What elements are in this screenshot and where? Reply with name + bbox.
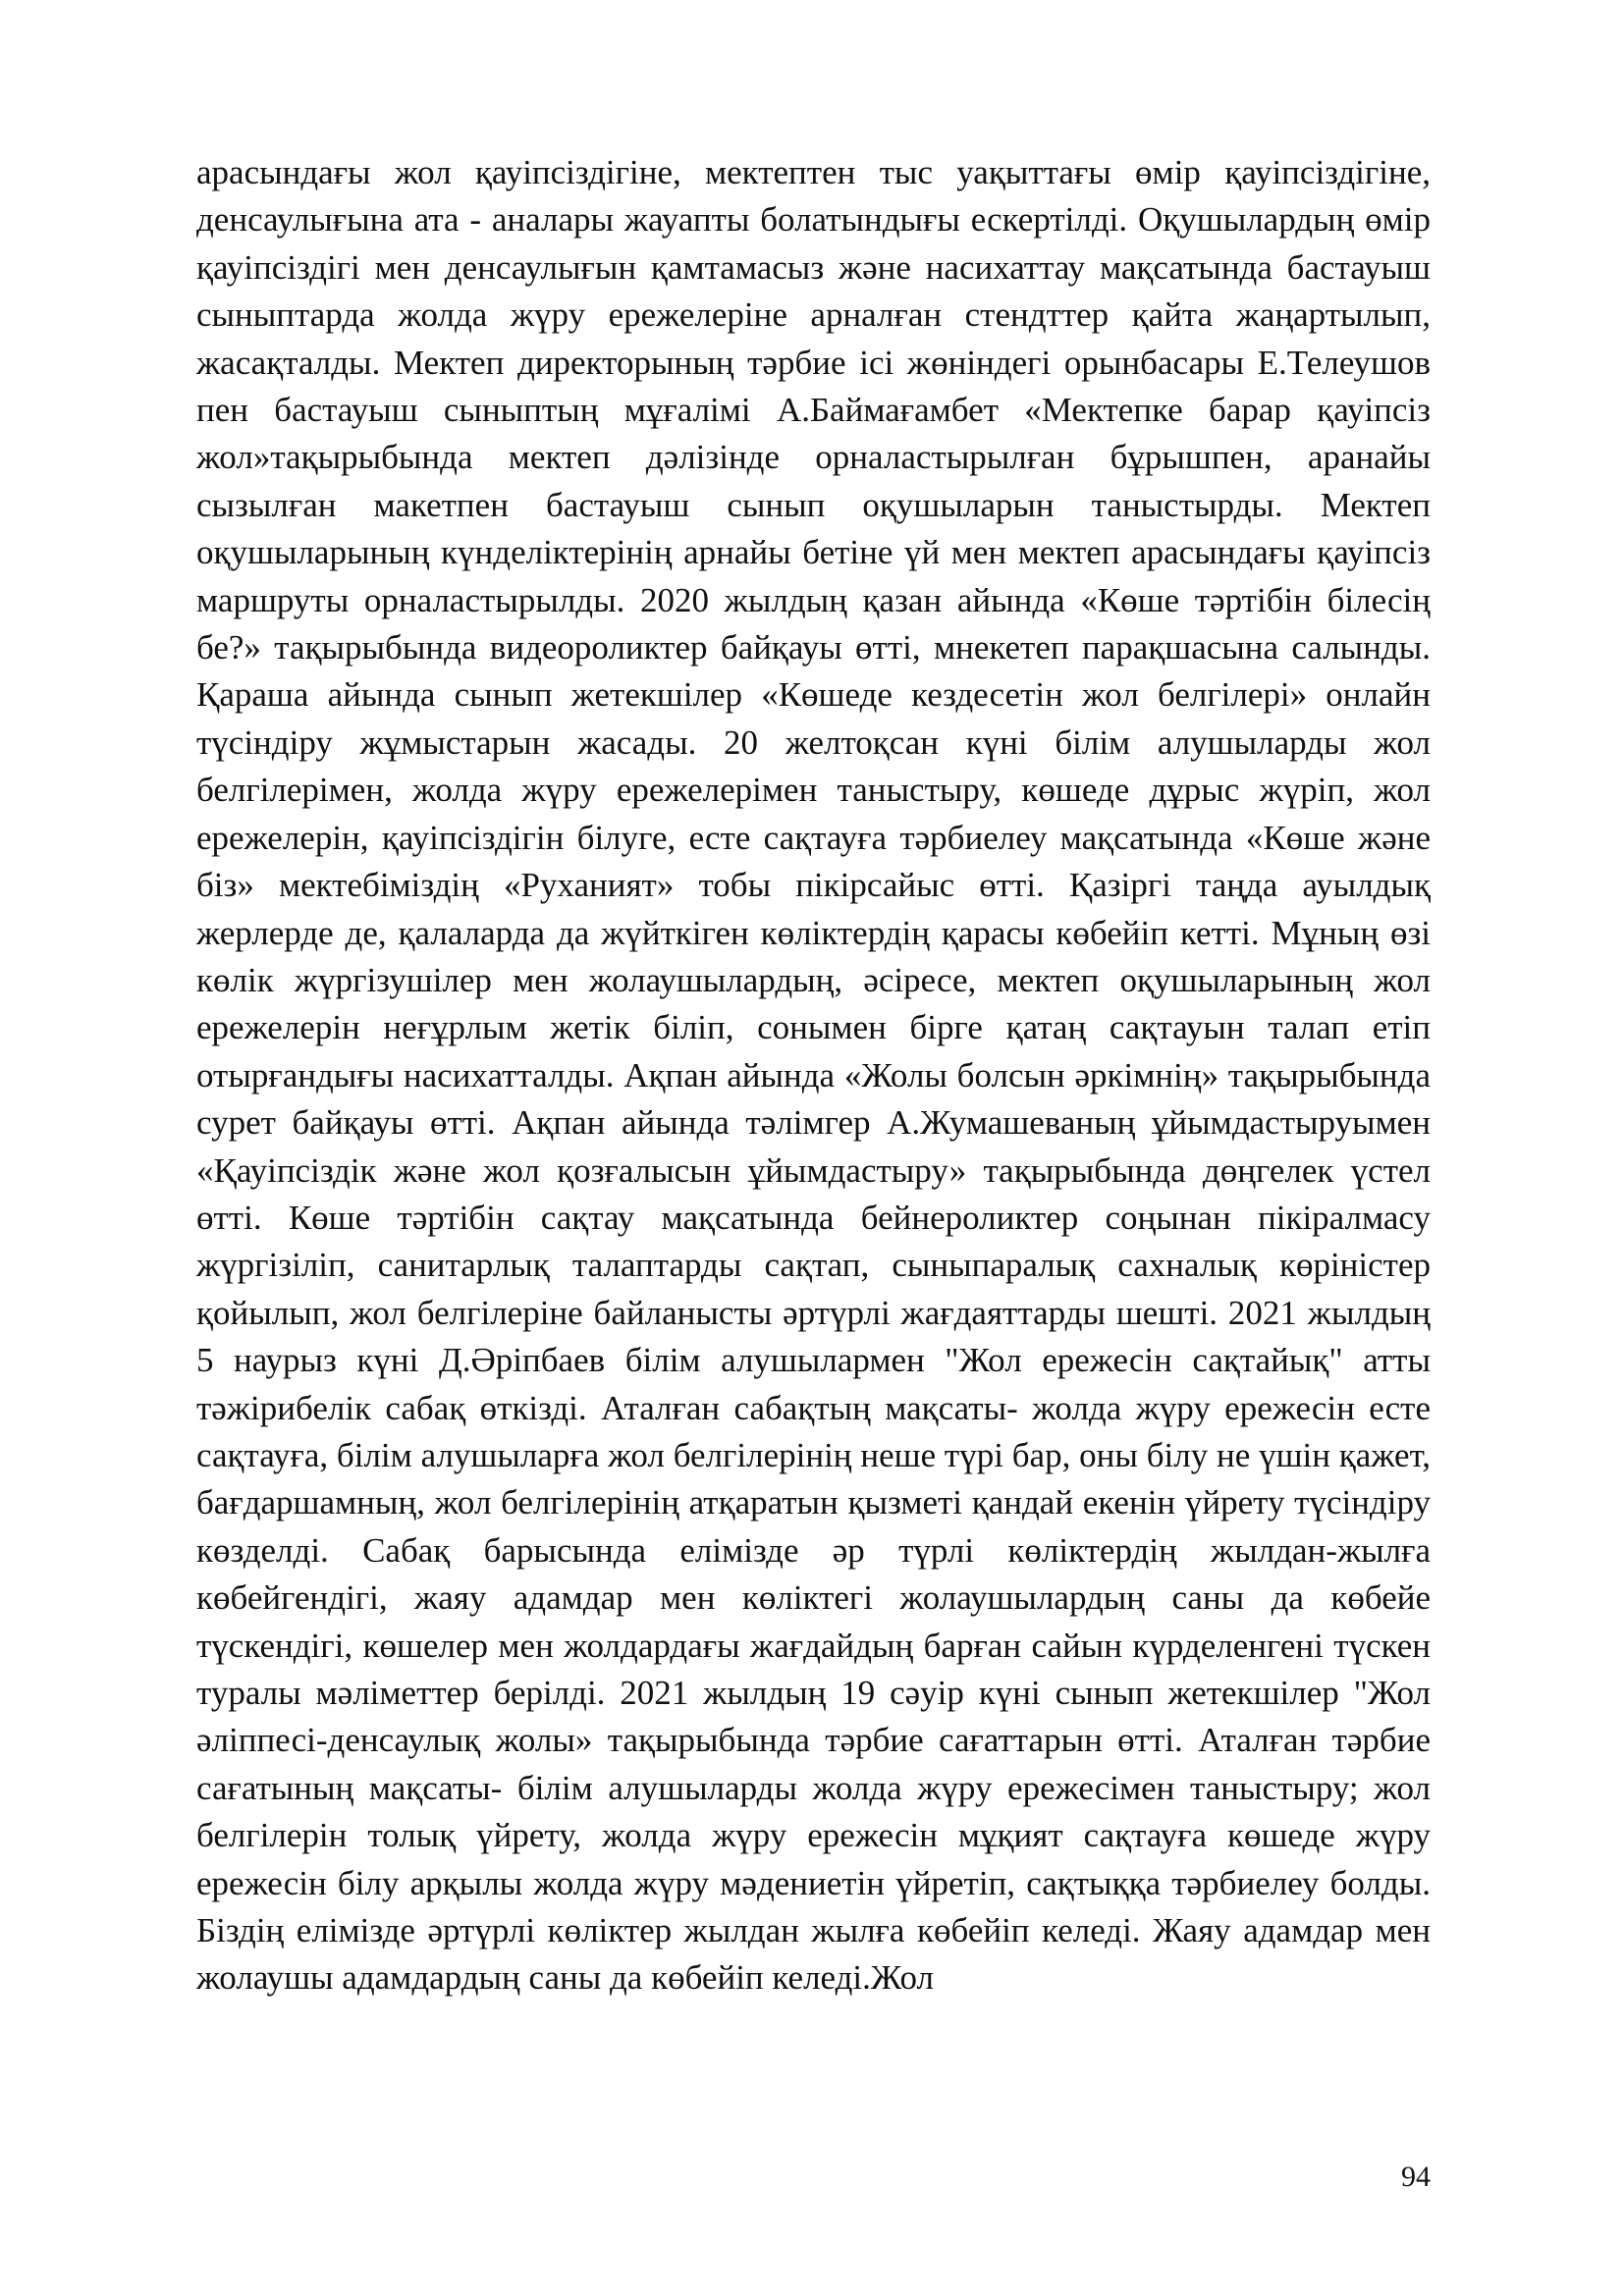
- page-number: 94: [1401, 2161, 1431, 2193]
- body-paragraph: арасындағы жол қауіпсіздігіне, мектептен тыс уақыттағы өмір қауіпсіздігіне, денсаулығына ата - аналары жауапты болатындығы ескертілді. Оқушылардың өмір қауіпсіздігі мен денсаулығын қамтамасыз және насихаттау мақсатында бастауыш сыныптарда жолда жүру ережелеріне арналған стендттер қайта жаңартылып, жасақталды. Мектеп директорының тәрбие ісі жөніндегі орынбасары Е.Телеушов пен бастауыш сыныптың мұғалімі А.Баймағамбет «Мектепке барар қауіпсіз жол»тақырыбында мектеп дәлізінде орналастырылған бұрышпен, аранайы сызылған макетпен бастауыш сынып оқушыларын таныстырды. Мектеп оқушыларының күнделіктерінің арнайы бетіне үй мен мектеп арасындағы қауіпсіз маршруты орналастырылды. 2020 жылдың қазан айында «Көше тәртібін білесің бе?» тақырыбында видеороликтер байқауы өтті, мнекетеп парақшасына салынды. Қараша айында сынып жетекшілер «Көшеде кездесетін жол белгілері» онлайн түсіндіру жұмыстарын жасады. 20 желтоқсан күні білім алушыларды жол белгілерімен, жолда жүру ережелерімен таныстыру, көшеде дұрыс жүріп, жол ережелерін, қауіпсіздігін білуге, есте сақтауға тәрбиелеу мақсатында «Көше және біз» мектебіміздің «Руханият» тобы пікірсайыс өтті. Қазіргі таңда ауылдық жерлерде де, қалаларда да жүйткіген көліктердің қарасы көбейіп кетті. Мұның өзі көлік жүргізушілер мен жолаушылардың, әсіресе, мектеп оқушыларының жол ережелерін неғұрлым жетік біліп, сонымен бірге қатаң сақтауын талап етіп отырғандығы насихатталды. Ақпан айында «Жолы болсын әркімнің» тақырыбында сурет байқауы өтті. Ақпан айында тәлімгер А.Жумашеваның ұйымдастыруымен «Қауіпсіздік және жол қозғалысын ұйымдастыру» тақырыбында дөңгелек үстел өтті. Көше тәртібін сақтау мақсатында бейнероликтер соңынан пікіралмасу жүргізіліп, санитарлық талаптарды сақтап, сыныпаралық сахналық көріністер қойылып, жол белгілеріне байланысты әртүрлі жағдаяттарды шешті. 2021 жылдың 5 наурыз күні Д.Әріпбаев білім алушылармен "Жол ережесін сақтайық" атты тәжірибелік сабақ өткізді. Аталған сабақтың мақсаты- жолда жүру ережесін есте сақтауға, білім алушыларға жол белгілерінің неше түрі бар, оны білу не үшін қажет, бағдаршамның, жол белгілерінің атқаратын қызметі қандай екенін үйрету түсіндіру көзделді. Сабақ барысында елімізде әр түрлі көліктердің жылдан-жылға көбейгендігі, жаяу адамдар мен көліктегі жолаушылардың саны да көбейе түскендігі, көшелер мен жолдардағы жағдайдың барған сайын күрделенгені түскен туралы мәліметтер берілді. 2021 жылдың 19 сәуір күні сынып жетекшілер "Жол әліппесі-денсаулық жолы» тақырыбында тәрбие сағаттарын өтті. Аталған тәрбие сағатының мақсаты- білім алушыларды жолда жүру ережесімен таныстыру; жол белгілерін толық үйрету, жолда жүру ережесін мұқият сақтауға көшеде жүру ережесін білу арқылы жолда жүру мәдениетін үйретіп, сақтыққа тәрбиелеу болды. Біздің елімізде әртүрлі көліктер жылдан жылға көбейіп келеді. Жаяу адамдар мен жолаушы адамдардың саны да көбейіп келеді.Жол: [196, 153, 1431, 1998]
